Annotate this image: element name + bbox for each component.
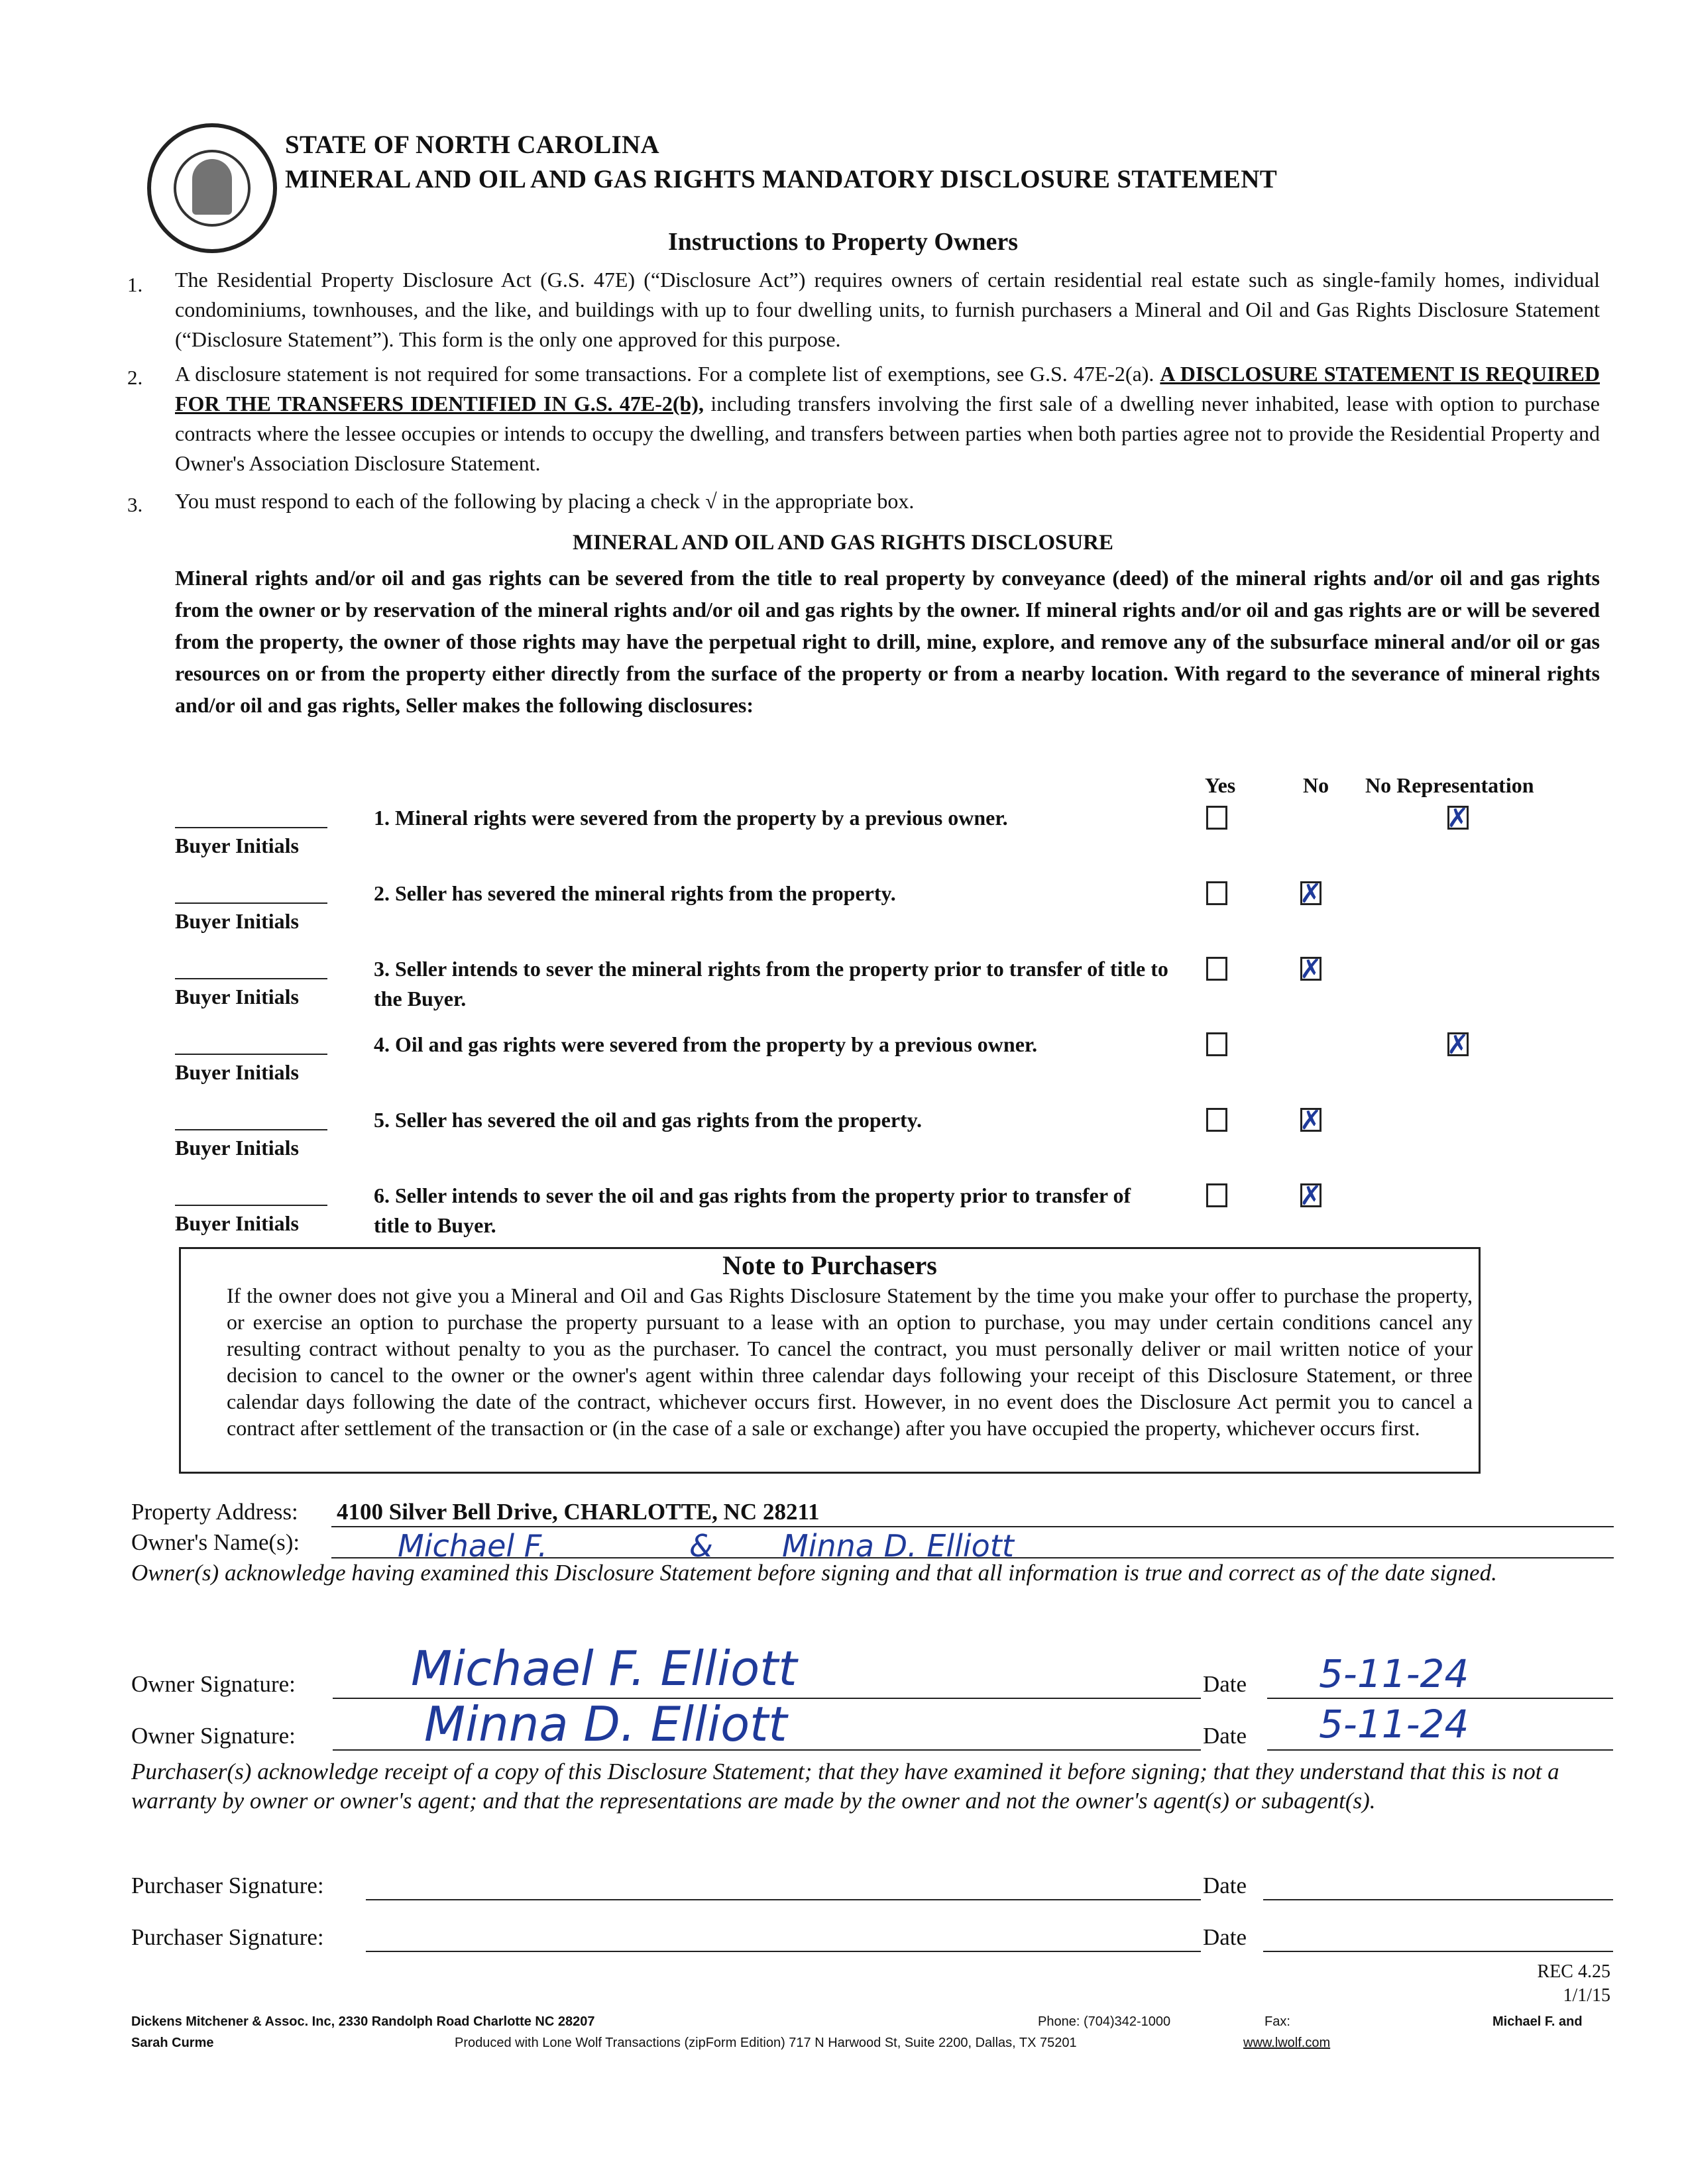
q6-yes-checkbox[interactable] xyxy=(1206,1183,1227,1207)
header-line-2: MINERAL AND OIL AND GAS RIGHTS MANDATORY DISCLOSURE STATEMENT xyxy=(285,165,1278,193)
footer-agent: Sarah Curme xyxy=(131,2036,214,2050)
buyer-initials-line-3[interactable] xyxy=(175,978,327,979)
instruction-2-text-b: including transfers involving the first sale of a dwelling never inhabited, lease with option to purchase contracts where the lessee occupies or intends to occupy the dwelling, and transfers between parties when both parties agree not to provide the Residential Property and Owner's Association Disclosure Statement. xyxy=(175,392,1601,475)
purchaser-date-line-2[interactable] xyxy=(1263,1951,1613,1952)
note-title: Note to Purchasers xyxy=(722,1250,937,1280)
q2-check-mark: ✗ xyxy=(1300,879,1322,909)
form-code: REC 4.25 xyxy=(1537,1961,1610,1982)
buyer-initials-line-6[interactable] xyxy=(175,1205,327,1206)
q6-no-checkbox[interactable] xyxy=(1300,1181,1322,1211)
instruction-2-text xyxy=(175,359,1600,478)
buyer-initials-label-4: Buyer Initials xyxy=(175,1060,299,1084)
owner-name-2: Minna D. Elliott xyxy=(782,1528,1014,1564)
instructions-title: Instructions to Property Owners xyxy=(667,228,1019,256)
instruction-1-text: The Residential Property Disclosure Act (G.S. 47E) (“Disclosure Act”) requires owners of certain residential real estate such as single-family homes, individual condominiums, townhouses, and the like, and buildings with up to four dwelling units, to furnish purchasers a Mineral and Oil and Gas Rights Disclosure Statement (“Disclosure Statement”). This form is the only one approved for this purpose. xyxy=(175,268,1600,351)
owner-signature-1: Michael F. Elliott xyxy=(411,1641,797,1696)
buyer-initials-label-5: Buyer Initials xyxy=(175,1136,299,1160)
buyer-initials-line-2[interactable] xyxy=(175,902,327,904)
column-yes: Yes xyxy=(1205,773,1236,797)
q2-no-checkbox[interactable] xyxy=(1300,879,1322,909)
question-4: 4. Oil and gas rights were severed from the property by a previous owner. xyxy=(374,1032,1038,1056)
purchaser-acknowledgement: Purchaser(s) acknowledge receipt of a copy of this Disclosure Statement; that they have examined it before signing; that they understand that this is not a warranty by owner or owner's agent; and that the representations are made by the owner and not the owner's agent(s) or subagent(s). xyxy=(131,1759,1559,1814)
instruction-2-text-a: A disclosure statement is not required for some transactions. For a complete list of exemptions, see G.S. 47E-2(a). xyxy=(175,362,1154,386)
owner-acknowledgement: Owner(s) acknowledge having examined this Disclosure Statement before signing and that all information is true and correct as of the date signed. xyxy=(131,1560,1497,1586)
property-address-line xyxy=(331,1526,1614,1527)
property-address-label: Property Address: xyxy=(131,1499,298,1525)
purchaser-date-line-1[interactable] xyxy=(1263,1899,1613,1900)
owner-date-line-1[interactable] xyxy=(1267,1698,1613,1699)
owner-date-2: 5-11-24 xyxy=(1319,1702,1469,1747)
buyer-initials-line-1[interactable] xyxy=(175,827,327,828)
seal-figure xyxy=(192,159,232,215)
disclosure-body: Mineral rights and/or oil and gas rights can be severed from the title to real property by conveyance (deed) of the mineral rights and/or oil and gas rights from the owner or by reservation of the mineral rights and/or oil and gas rights by the owner. If mineral rights and/or oil and gas rights are or will be severed from the property, the owner of those rights may have the perpetual right to drill, mine, explore, and remove any of the subsurface mineral and/or oil or gas resources on or from the property either directly from the surface of the property or from a nearby location. With regard to the severance of mineral rights and/or oil and gas rights, Seller makes the following disclosures: xyxy=(175,566,1600,717)
question-5: 5. Seller has severed the oil and gas rights from the property. xyxy=(374,1108,922,1132)
buyer-initials-label-1: Buyer Initials xyxy=(175,834,299,857)
footer-right-name: Michael F. and xyxy=(1492,2014,1583,2029)
buyer-initials-label-2: Buyer Initials xyxy=(175,909,299,933)
disclosure-title: MINERAL AND OIL AND GAS RIGHTS DISCLOSURE xyxy=(572,531,1114,555)
buyer-initials-line-5[interactable] xyxy=(175,1129,327,1130)
owner-date-label-2: Date xyxy=(1203,1723,1247,1749)
q5-yes-checkbox[interactable] xyxy=(1206,1108,1227,1132)
instruction-3-text: You must respond to each of the following by placing a check √ in the appropriate box. xyxy=(175,489,915,513)
owner-signature-label-2: Owner Signature: xyxy=(131,1723,296,1749)
purchaser-date-label-2: Date xyxy=(1203,1924,1247,1950)
question-3: 3. Seller intends to sever the mineral rights from the property prior to transfer of title to the Buyer. xyxy=(374,957,1168,1010)
owners-name-label: Owner's Name(s): xyxy=(131,1529,300,1555)
q3-no-checkbox[interactable] xyxy=(1300,954,1322,985)
footer-company: Dickens Mitchener & Assoc. Inc, 2330 Randolph Road Charlotte NC 28207 xyxy=(131,2014,595,2029)
owner-name-ampersand: & xyxy=(689,1528,713,1564)
purchaser-signature-label-2: Purchaser Signature: xyxy=(131,1924,324,1950)
q3-check-mark: ✗ xyxy=(1300,954,1322,985)
note-body: If the owner does not give you a Mineral and Oil and Gas Rights Disclosure Statement by the time you make your offer to purchase the property, or exercise an option to purchase the property pursuant to a lease with an option to purchase, you may under certain conditions cancel any resulting contract without penalty to you as the purchaser. To cancel the contract, you must personally deliver or mail written notice of your decision to cancel to the owner or the owner's agent within three calendar days following your receipt of this Disclosure Statement, or three calendar days following the date of the contract, whichever occurs first. However, in no event does the Disclosure Act permit you to cancel a contract after settlement of the transaction or (in the case of a sale or exchange) after you have occupied the property, whichever occurs first. xyxy=(227,1283,1473,1440)
purchaser-signature-label-1: Purchaser Signature: xyxy=(131,1873,324,1898)
instruction-3-number: 3. xyxy=(127,493,143,516)
owner-name-1: Michael F. xyxy=(398,1528,547,1564)
q1-yes-checkbox[interactable] xyxy=(1206,806,1227,830)
q4-no-representation-checkbox[interactable] xyxy=(1447,1030,1469,1060)
q3-yes-checkbox[interactable] xyxy=(1206,957,1227,981)
purchaser-date-label-1: Date xyxy=(1203,1873,1247,1898)
purchaser-signature-line-2[interactable] xyxy=(366,1951,1201,1952)
owner-date-1: 5-11-24 xyxy=(1319,1651,1469,1696)
property-address-value: 4100 Silver Bell Drive, CHARLOTTE, NC 28211 xyxy=(337,1499,820,1525)
q6-check-mark: ✗ xyxy=(1300,1181,1322,1211)
footer-link[interactable]: www.lwolf.com xyxy=(1243,2036,1331,2050)
q1-check-mark: ✗ xyxy=(1447,803,1469,834)
q5-check-mark: ✗ xyxy=(1300,1105,1322,1136)
owner-signature-2: Minna D. Elliott xyxy=(424,1696,787,1752)
q5-no-checkbox[interactable] xyxy=(1300,1105,1322,1136)
owner-signature-line-2[interactable] xyxy=(333,1749,1201,1751)
owner-signature-label-1: Owner Signature: xyxy=(131,1671,296,1697)
form-date: 1/1/15 xyxy=(1563,1985,1610,2006)
instruction-1-number: 1. xyxy=(127,273,143,296)
question-6: 6. Seller intends to sever the oil and gas rights from the property prior to transfer of title to Buyer. xyxy=(374,1183,1131,1237)
owner-date-line-2[interactable] xyxy=(1267,1749,1613,1751)
instruction-2-number: 2. xyxy=(127,366,143,389)
purchaser-signature-line-1[interactable] xyxy=(366,1899,1201,1900)
buyer-initials-label-6: Buyer Initials xyxy=(175,1211,299,1235)
footer-phone: Phone: (704)342-1000 xyxy=(1038,2014,1171,2029)
column-no: No xyxy=(1303,773,1329,797)
footer-fax: Fax: xyxy=(1264,2014,1290,2029)
q1-no-representation-checkbox[interactable] xyxy=(1447,803,1469,834)
buyer-initials-label-3: Buyer Initials xyxy=(175,985,299,1009)
owner-date-label-1: Date xyxy=(1203,1671,1247,1697)
q4-check-mark: ✗ xyxy=(1447,1030,1469,1060)
column-no-representation: No Representation xyxy=(1365,773,1534,797)
q4-yes-checkbox[interactable] xyxy=(1206,1032,1227,1056)
footer-produced: Produced with Lone Wolf Transactions (zipForm Edition) 717 N Harwood St, Suite 2200, Dallas, TX 75201 xyxy=(455,2036,1077,2050)
q2-yes-checkbox[interactable] xyxy=(1206,881,1227,905)
question-1: 1. Mineral rights were severed from the property by a previous owner. xyxy=(374,806,1008,830)
header-line-1: STATE OF NORTH CAROLINA xyxy=(285,131,659,159)
instruction-2-required-notice: A DISCLOSURE STATEMENT IS REQUIRED FOR THE TRANSFERS IDENTIFIED IN G.S. 47E-2(b), xyxy=(175,362,1601,415)
buyer-initials-line-4[interactable] xyxy=(175,1054,327,1055)
question-2: 2. Seller has severed the mineral rights from the property. xyxy=(374,881,896,905)
